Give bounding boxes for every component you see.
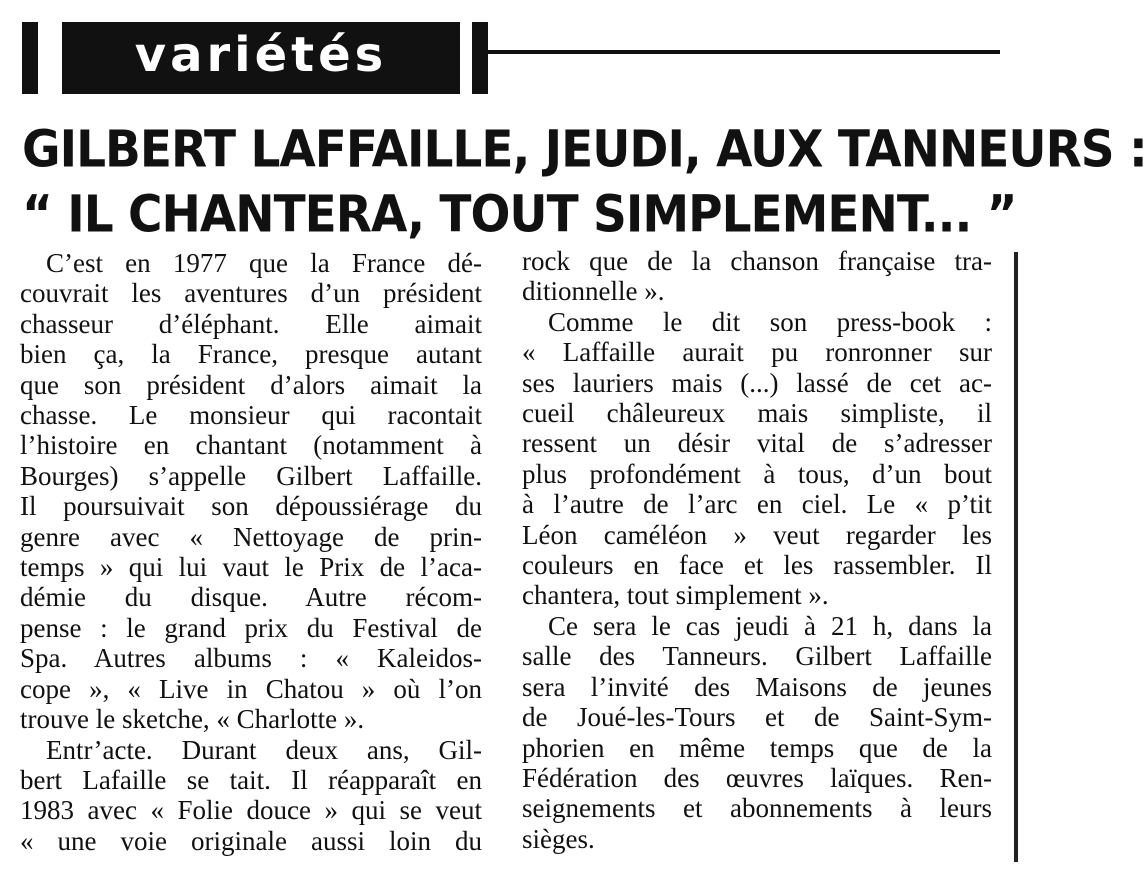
text-line: plus profondément à tous, d’un bout xyxy=(522,458,992,489)
text-line: couvrait les aventures d’un président xyxy=(20,278,482,309)
text-line: salle des Tanneurs. Gilbert Laffaille xyxy=(522,641,992,672)
text-line: chasse. Le monsieur qui racontait xyxy=(20,400,482,431)
text-line: chantera, tout simplement ». xyxy=(522,580,829,611)
text-line: 1983 avec « Folie douce » qui se veut xyxy=(20,795,482,826)
article-column-left xyxy=(20,248,482,856)
text-line: ressent un désir vital de s’adresser xyxy=(522,428,992,459)
text-line: seignements et abonnements à leurs xyxy=(522,793,992,824)
text-line: « Laffaille aurait pu ronronner sur xyxy=(522,337,992,368)
text-line: temps » qui lui vaut le Prix de l’aca- xyxy=(20,552,482,583)
text-line: Il poursuivait son dépoussiérage du xyxy=(20,491,482,522)
text-line: cueil châleureux mais simpliste, il xyxy=(522,398,992,429)
rubric-right-bar xyxy=(472,22,488,94)
text-line: Spa. Autres albums : « Kaleidos- xyxy=(20,643,482,674)
text-line: genre avec « Nettoyage de prin- xyxy=(20,521,482,552)
text-line: chasseur d’éléphant. Elle aimait xyxy=(20,308,482,339)
text-line: bert Lafaille se tait. Il réapparaît en xyxy=(20,764,482,795)
text-line: Léon caméléon » veut regarder les xyxy=(522,519,992,550)
text-line: trouve le sketche, « Charlotte ». xyxy=(20,704,365,735)
text-line: ditionnelle ». xyxy=(522,276,665,307)
rubric-rule xyxy=(488,50,1000,54)
article-headline xyxy=(22,118,1147,248)
article-column-right xyxy=(522,246,992,854)
rubric-left-bar xyxy=(22,22,38,94)
text-line: sera l’invité des Maisons de jeunes xyxy=(522,671,992,702)
column-edge-rule xyxy=(1014,252,1018,862)
text-line: Ce sera le cas jeudi à 21 h, dans la xyxy=(548,610,992,641)
headline-line-2: “ IL CHANTERA, TOUT SIMPLEMENT... ” xyxy=(22,184,1017,245)
rubric-banner xyxy=(62,22,460,94)
text-line: couleurs en face et les rassembler. Il xyxy=(522,550,992,581)
text-line: Comme le dit son press-book : xyxy=(548,306,992,337)
text-line: à l’autre de l’arc en ciel. Le « p’tit xyxy=(522,489,992,520)
text-line: cope », « Live in Chatou » où l’on xyxy=(20,673,482,704)
text-line: C’est en 1977 que la France dé- xyxy=(46,248,482,278)
text-line: « une voie originale aussi loin du xyxy=(20,825,482,856)
text-line: Fédération des œuvres laïques. Ren- xyxy=(522,762,992,793)
text-line: ses lauriers mais (...) lassé de cet ac- xyxy=(522,367,992,398)
text-line: rock que de la chanson française tra- xyxy=(522,246,992,276)
headline-line-1: GILBERT LAFFAILLE, JEUDI, AUX TANNEURS : xyxy=(22,120,1147,180)
text-line: l’histoire en chantant (notamment à xyxy=(20,430,482,461)
text-line: Entr’acte. Durant deux ans, Gil- xyxy=(46,734,482,765)
text-line: que son président d’alors aimait la xyxy=(20,369,482,400)
text-line: pense : le grand prix du Festival de xyxy=(20,612,482,643)
text-line: phorien en même temps que de la xyxy=(522,732,992,763)
text-line: démie du disque. Autre récom- xyxy=(20,582,482,613)
text-line: Bourges) s’appelle Gilbert Laffaille. xyxy=(20,460,482,491)
text-line: sièges. xyxy=(522,823,595,854)
text-line: de Joué-les-Tours et de Saint-Sym- xyxy=(522,702,992,733)
rubric-label: variétés xyxy=(134,27,388,83)
text-line: bien ça, la France, presque autant xyxy=(20,339,482,370)
